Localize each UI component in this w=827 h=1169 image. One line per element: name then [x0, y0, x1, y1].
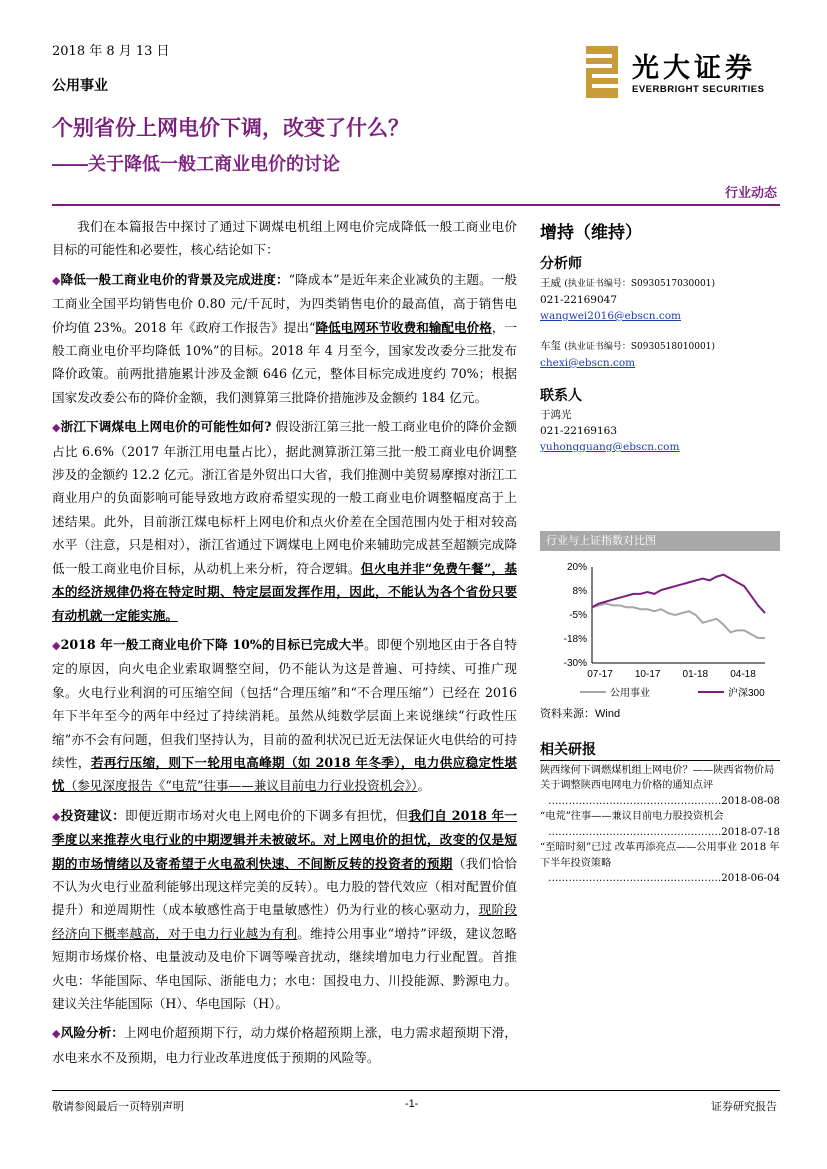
related-research	[540, 742, 780, 887]
research-divider	[540, 760, 780, 761]
legend-label: 公用事业	[610, 688, 650, 699]
contact-heading: 联系人	[540, 387, 582, 403]
legend-label: 沪深300	[728, 688, 765, 699]
analyst1-phone: 021-22169047	[540, 294, 618, 306]
logo-name: 光大证券	[632, 53, 756, 83]
rating: 增持（维持）	[540, 223, 642, 242]
diamond-bullet-icon: ◆	[52, 273, 61, 287]
paragraph-investment-advice: ◆投资建议：即便近期市场对火电上网电价的下调多有担忧，但我们自 2018 年一季度以来推荐火电行业的中期逻辑并未被破坏。对上网电价的担忧，改变的仅是短期的市场情绪以及寄希望于火电盈利快速、不间断反转的投资者的预期（我们恰恰不认为火电行业盈利能够出现这样完美的反转）。电力股的替代效应（相对配置价值提升）和逆周期性（成本敏感性高于电量敏感性）仍为行业的核心驱动力，现阶段经济向下概率越高，对于电力行业越为有利。维持公用事业“增持”评级，建议忽略短期市场煤价格、电量波动及电价下调等噪音扰动，继续增加电力行业配置。首推火电：华能国际、华电国际、浙能电力；水电：国投电力、川投能源、黔源电力。建议关注华能国际（H）、华电国际（H）。	[52, 807, 518, 1011]
research-item[interactable]: 陕西缘何下调燃煤机组上网电价？——陕西省物价局关于调整陕西电网电力价格的通知点评	[540, 764, 775, 791]
series-line-utilities	[592, 604, 765, 639]
y-tick-label: 20%	[566, 562, 587, 573]
analyst-heading: 分析师	[540, 255, 582, 271]
logo-english-name: EVERBRIGHT SECURITIES	[632, 84, 765, 95]
report-title: 个别省份上网电价下调，改变了什么？	[52, 117, 409, 140]
intro-paragraph: 我们在本篇报告中探讨了通过下调煤电机组上网电价完成降低一般工商业电价目标的可能性和必要性，核心结论如下：	[52, 219, 517, 258]
report-date: 2018 年 8 月 13 日	[52, 44, 170, 59]
paragraph-target-progress: ◆2018 年一般工商业电价下降 10%的目标已完成大半。即便个别地区由于各自特定的原因，向火电企业索取调整空间，仍不能认为这是普遍、可持续、可推广现象。火电行业利润的可压缩空间（包括“合理压缩”和“不合理压缩”）已经在 2016 年下半年至今的两年中经过了持续消耗。虽然从纯数学层面上来说继续“行政性压缩”亦不会有问题，但我们坚持认为，目前的盈利状况已近无法保证火电供给的可持续性，若再行压缩，则下一轮用电高峰期（如 2018 年冬季），电力供应稳定性堪忧（参见深度报告《“电荒”往事——兼议目前电力行业投资机会》）。	[52, 636, 518, 794]
contact-phone: 021-22169163	[540, 425, 618, 437]
diamond-bullet-icon: ◆	[52, 1027, 61, 1041]
analyst2-email[interactable]: chexi@ebscn.com	[540, 357, 636, 369]
page-number: -1-	[405, 1098, 419, 1110]
footer-disclaimer: 敬请参阅最后一页特别声明	[52, 1101, 184, 1113]
chart-title: 行业与上证指数对比图	[540, 531, 780, 551]
footer-divider	[52, 1090, 780, 1091]
diamond-bullet-icon: ◆	[52, 638, 61, 652]
analyst2: 车玺 (执业证书编号：S0930518010001)	[540, 340, 715, 352]
sidebar	[540, 215, 780, 455]
analyst1: 王威 (执业证书编号：S0930517030001)	[540, 277, 715, 289]
research-date: ……………………………………………2018-07-18	[548, 826, 780, 838]
paragraph-zhejiang: ◆浙江下调煤电上网电价的可能性如何? 假设浙江第三批一般工商业电价的降价金额占比 6.6%（2017 年浙江用电量占比），据此测算浙江第三批一般工商业电价调整涉及的金额约 12.2 亿元。浙江省是外贸出口大省，我们推测中美贸易摩擦对浙江工商业用户的负面影响可能导致地方政府希望实现的一般工商业电价调整幅度高于上述结果。此外，目前浙江煤电标杆上网电价和点火价差在全国范围内处于相对较高水平（注意，只是相对），浙江省通过下调煤电上网电价来辅助完成甚至超额完成降低一般工商业电价目标，从动机上来分析，符合逻辑。但火电并非“免费午餐”，基本的经济规律仍将在特定时期、特定层面发挥作用，因此，不能认为各个省份只要有动机就一定能实施。	[52, 419, 517, 623]
chart-source: 资料来源：Wind	[540, 708, 621, 720]
y-tick-label: -18%	[563, 634, 587, 645]
diamond-bullet-icon: ◆	[52, 809, 61, 823]
y-tick-label: -5%	[569, 610, 587, 621]
sector-label: 公用事业	[52, 77, 108, 93]
header-divider	[52, 204, 780, 206]
contact-email[interactable]: yuhongguang@ebscn.com	[540, 441, 680, 453]
logo-mark-icon	[580, 46, 624, 98]
main-body	[52, 215, 517, 1075]
x-tick-label: 01-18	[682, 669, 709, 680]
research-item[interactable]: “至暗时刻”已过 改革再添亮点——公用事业 2018 年下半年投资策略	[540, 842, 780, 869]
research-date: ……………………………………………2018-06-04	[548, 873, 780, 884]
y-tick-label: -30%	[563, 658, 587, 669]
research-date: ……………………………………………2018-08-08	[548, 795, 780, 807]
footer-report-type: 证券研究报告	[711, 1101, 777, 1113]
diamond-bullet-icon: ◆	[52, 421, 61, 435]
series-line-csi300	[592, 575, 765, 613]
company-logo	[580, 44, 780, 100]
x-tick-label: 04-18	[730, 669, 756, 680]
paragraph-background: ◆降低一般工商业电价的背景及完成进度：“降成本”是近年来企业减负的主题。一般工商业全国平均销售电价 0.80 元/千瓦时，为四类销售电价的最高值，高于销售电价均值 23%。2018 年《政府工作报告》提出“降低电网环节收费和输配电价格，一般工商业电价平均降低 10%”的目标。2018 年 4 月至今，国家发改委分三批发布降价政策。前两批措施累计涉及金额 646 亿元，整体目标完成进度约 70%；根据国家发改委公布的降价金额，我们测算第三批降价措施涉及金额约 184 亿元。	[52, 271, 518, 405]
report-type-tag: 行业动态	[724, 185, 777, 200]
x-tick-label: 10-17	[634, 669, 661, 680]
report-subtitle: ——关于降低一般工商业电价的讨论	[52, 154, 340, 174]
x-tick-label: 07-17	[587, 669, 613, 680]
research-heading: 相关研报	[540, 741, 596, 757]
comparison-chart	[540, 531, 780, 719]
y-tick-label: 8%	[572, 586, 587, 597]
contact-name: 于鸿光	[540, 409, 572, 421]
analyst1-email[interactable]: wangwei2016@ebscn.com	[540, 310, 681, 322]
paragraph-risk: ◆风险分析：上网电价超预期下行，动力煤价格超预期上涨，电力需求超预期下滑，水电来水不及预期，电力行业改革进度低于预期的风险等。	[52, 1025, 518, 1065]
chart-plot	[540, 557, 780, 707]
research-item[interactable]: “电荒”往事——兼议目前电力股投资机会	[540, 811, 724, 822]
